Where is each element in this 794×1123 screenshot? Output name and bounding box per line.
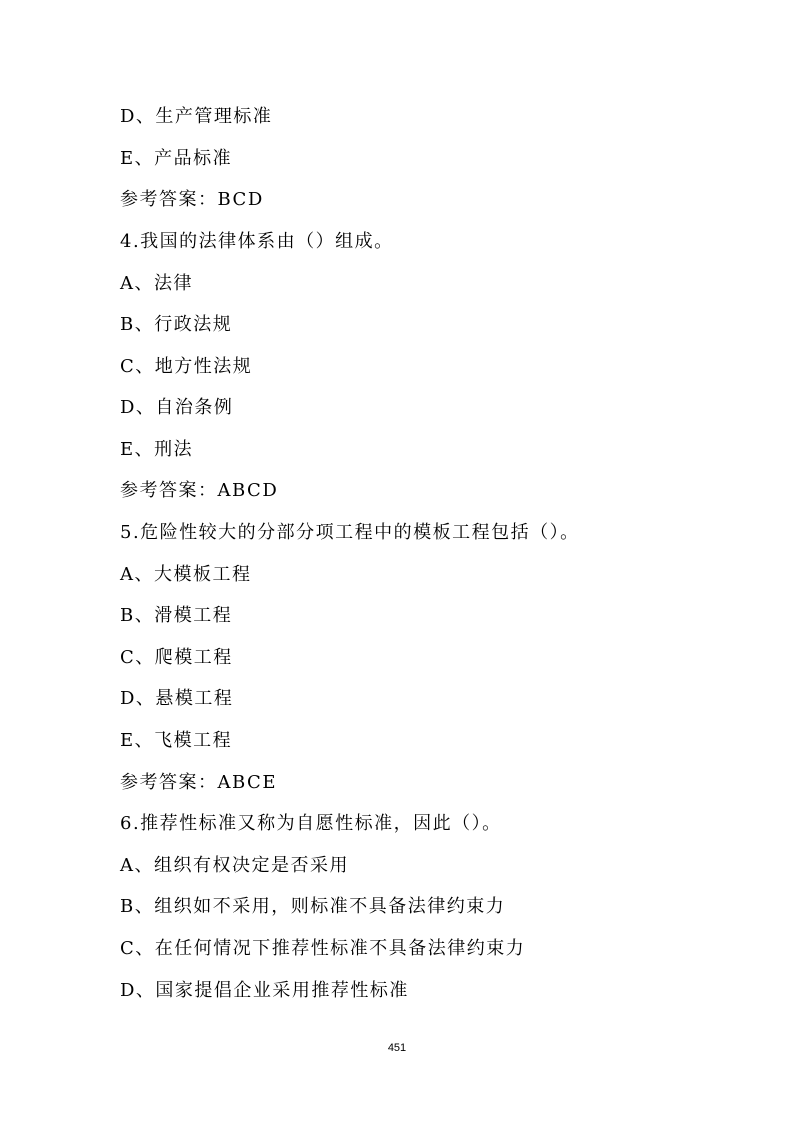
option-a-q4: A、法律 xyxy=(120,273,193,294)
answer-q4: 参考答案：ABCD xyxy=(120,480,279,501)
page-number: 451 xyxy=(387,1042,407,1054)
option-e-q3: E、产品标准 xyxy=(120,148,233,169)
question-6: 6.推荐性标准又称为自愿性标准，因此（）。 xyxy=(120,813,502,834)
option-a-q5: A、大模板工程 xyxy=(120,564,252,585)
option-d-q4: D、自治条例 xyxy=(120,397,234,418)
option-b-q5: B、滑模工程 xyxy=(120,605,233,626)
option-c-q4: C、地方性法规 xyxy=(120,356,253,377)
option-d-q3: D、生产管理标准 xyxy=(120,106,273,127)
question-4: 4.我国的法律体系由（）组成。 xyxy=(120,231,394,252)
option-c-q5: C、爬模工程 xyxy=(120,647,233,668)
option-e-q5: E、飞模工程 xyxy=(120,730,233,751)
option-d-q5: D、悬模工程 xyxy=(120,688,234,709)
option-b-q4: B、行政法规 xyxy=(120,314,233,335)
answer-q3: 参考答案：BCD xyxy=(120,189,264,210)
answer-q5: 参考答案：ABCE xyxy=(120,772,277,793)
option-a-q6: A、组织有权决定是否采用 xyxy=(120,855,349,876)
option-c-q6: C、在任何情况下推荐性标准不具备法律约束力 xyxy=(120,938,526,959)
option-d-q6: D、国家提倡企业采用推荐性标准 xyxy=(120,980,409,1001)
option-b-q6: B、组织如不采用，则标准不具备法律约束力 xyxy=(120,896,506,917)
question-5: 5.危险性较大的分部分项工程中的模板工程包括（）。 xyxy=(120,522,580,543)
option-e-q4: E、刑法 xyxy=(120,439,194,460)
